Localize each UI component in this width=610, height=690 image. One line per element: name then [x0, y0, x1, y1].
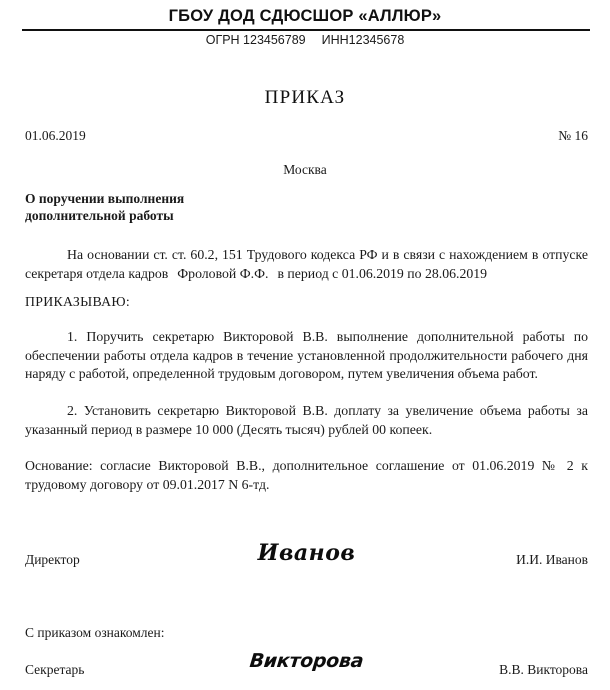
subject-line-1: О поручении выполнения — [25, 191, 185, 206]
letterhead — [0, 6, 610, 26]
secretary-autograph: Викторова — [248, 650, 365, 672]
basis-text-part-1: На основании ст. ст. 60.2, 151 Трудового кодекса РФ и в связи с нахождением в отпуске секретаря отдела кадров — [25, 247, 588, 281]
organization-name: ГБОУ ДОД СДЮСШОР «АЛЛЮР» — [168, 7, 442, 25]
director-role-label: Директор — [25, 552, 80, 567]
ogrn-code: ОГРН 123456789 — [205, 33, 306, 47]
order-keyword: ПРИКАЗЫВАЮ: — [25, 294, 130, 309]
paragraph-item-1 — [25, 328, 588, 384]
paragraph-item-2 — [25, 402, 588, 439]
acknowledgement-note: С приказом ознакомлен: — [25, 625, 165, 640]
letterhead-divider — [22, 29, 590, 31]
secretary-name: В.В. Викторова — [499, 662, 588, 677]
paragraph-basis — [25, 246, 588, 283]
secretary-role-label: Секретарь — [25, 662, 85, 677]
organization-codes — [0, 32, 610, 48]
director-autograph: Иванов — [257, 540, 356, 566]
signature-block-secretary — [25, 650, 588, 688]
paragraph-grounds: Основание: согласие Викторовой В.В., дополнительное соглашение от 01.06.2019 № 2 к трудовому договору от 09.01.2017 N 6-тд. — [25, 458, 588, 492]
basis-text-part-2: в период с 01.06.2019 по 28.06.2019 — [277, 265, 488, 281]
item-1-text: 1. Поручить секретарю Викторовой В.В. выполнение дополнительной работы по обеспечении работы отдела кадров в течение установленной продолжительности рабочего дня наряду с работой, определенной трудовым договором, путем увеличения объема работ. — [25, 329, 588, 381]
document-title: ПРИКАЗ — [264, 87, 346, 108]
subject-line-2: дополнительной работы — [25, 208, 174, 223]
document-subject — [25, 190, 355, 224]
item-2-text: 2. Установить секретарю Викторовой В.В. доплату за увеличение объема работы за указанный период в размере 10 000 (Десять тысяч) рублей 00 копеек. — [25, 403, 588, 437]
document-date: 01.06.2019 — [25, 128, 86, 143]
document-number: № 16 — [558, 128, 588, 143]
document-city: Москва — [283, 162, 327, 177]
basis-employee-name: Фроловой Ф.Ф. — [177, 265, 269, 281]
director-name: И.И. Иванов — [516, 552, 588, 567]
inn-code: ИНН12345678 — [321, 33, 405, 47]
signature-block-director — [25, 540, 588, 578]
document-meta-row — [25, 128, 588, 144]
